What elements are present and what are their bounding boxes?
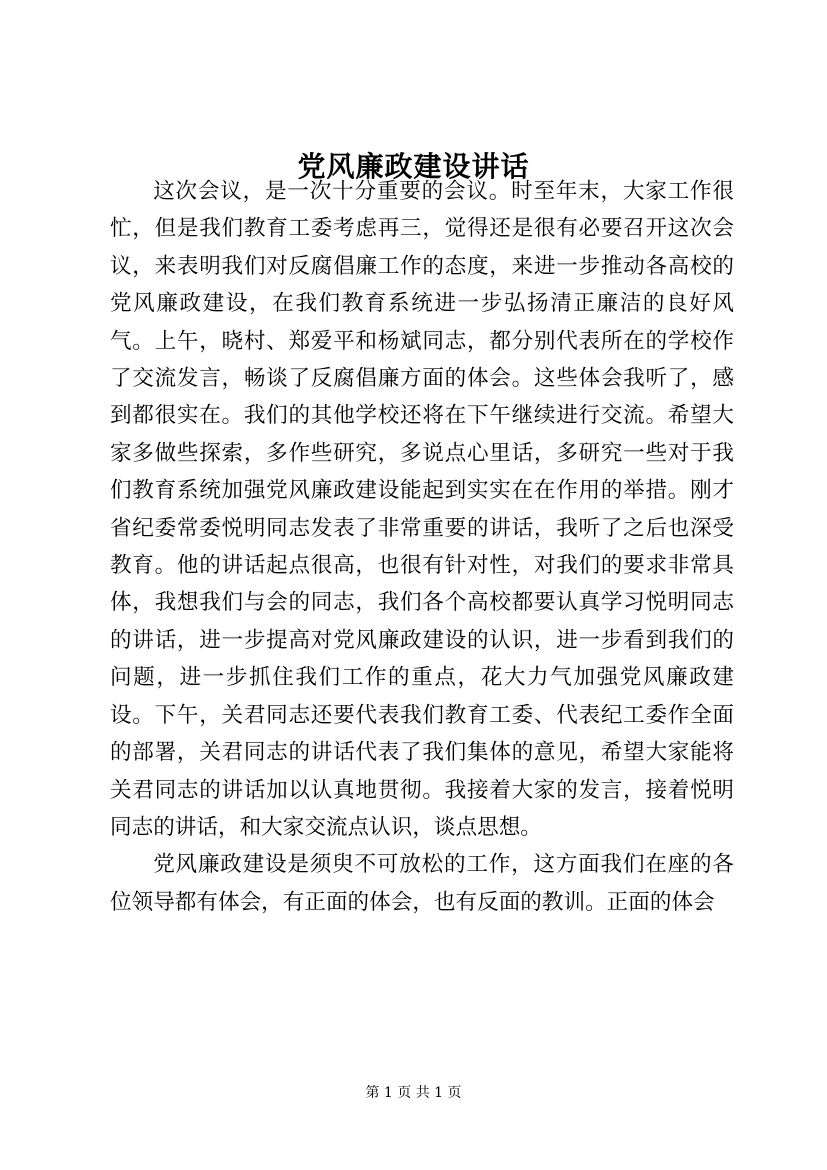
- document-body: [110, 173, 734, 921]
- page-footer: 第 1 页 共 1 页: [365, 1085, 462, 1101]
- paragraph-2: 党风廉政建设是须臾不可放松的工作，这方面我们在座的各位领导都有体会，有正面的体会，也有反面的教训。正面的体会: [110, 852, 734, 915]
- paragraph-1: 这次会议，是一次十分重要的会议。时至年末，大家工作很忙，但是我们教育工委考虑再三，觉得还是很有必要召开这次会议，来表明我们对反腐倡廉工作的态度，来进一步推动各高校的党风廉政建设，在我们教育系统进一步弘扬清正廉洁的良好风气。上午，晓村、郑爱平和杨斌同志，都分别代表所在的学校作了交流发言，畅谈了反腐倡廉方面的体会。这些体会我听了，感到都很实在。我们的其他学校还将在下午继续进行交流。希望大家多做些探索，多作些研究，多说点心里话，多研究一些对于我们教育系统加强党风廉政建设能起到实实在在作用的举措。刚才省纪委常委悦明同志发表了非常重要的讲话，我听了之后也深受教育。他的讲话起点很高，也很有针对性，对我们的要求非常具体，我想我们与会的同志，我们各个高校都要认真学习悦明同志的讲话，进一步提高对党风廉政建设的认识，进一步看到我们的问题，进一步抓住我们工作的重点，花大力气加强党风廉政建设。下午，关君同志还要代表我们教育工委、代表纪工委作全面的部署，关君同志的讲话代表了我们集体的意见，希望大家能将关君同志的讲话加以认真地贯彻。我接着大家的发言，接着悦明同志的讲话，和大家交流点认识，谈点思想。: [110, 179, 734, 840]
- document-title: 党风廉政建设讲话: [297, 150, 530, 183]
